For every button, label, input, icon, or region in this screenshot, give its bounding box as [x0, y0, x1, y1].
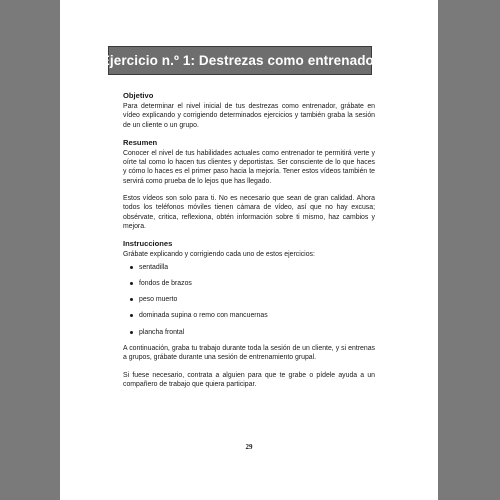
resumen-section: [123, 138, 375, 231]
exercise-title-banner: [100, 46, 380, 75]
instrucciones-paragraph: Si fuese necesario, contrata a alguien para que te grabe o pídele ayuda a un compañero de trabajo que quiera participar.: [123, 371, 375, 388]
exercise-title: Ejercicio n.º 1: Destrezas como entrenador: [100, 53, 380, 68]
page-number: 29: [245, 443, 253, 451]
resumen-heading: Resumen: [123, 137, 158, 147]
page-content: [123, 91, 375, 397]
instrucciones-section: [123, 239, 375, 389]
list-item: fondos de brazos: [139, 279, 375, 288]
list-item: sentadilla: [139, 263, 375, 272]
objetivo-heading: Objetivo: [123, 91, 154, 100]
list-item: dominada supina o remo con mancuernas: [139, 311, 375, 320]
resumen-paragraph: Conocer el nivel de tus habilidades actuales como entrenador te permitirá verte y oírte tal como lo hacen tus clientes y deportistas. Ser consciente de lo que haces y cómo lo haces es el primer paso hacia la mejoría. Tener estos vídeos también te servirá como prueba de lo lejos que has llegado.: [123, 149, 375, 185]
resumen-paragraph: Estos vídeos son solo para ti. No es necesario que sean de gran calidad. Ahora todos los teléfonos móviles tienen cámara de vídeo, así que no hay excusa; obsérvate, critica, reflexiona, obtén información sobre ti mismo, haz cambios y mejora.: [123, 195, 375, 230]
instrucciones-paragraph: A continuación, graba tu trabajo durante toda la sesión de un cliente, y si entrenas a grupos, grábate durante una sesión de entrenamiento grupal.: [123, 345, 375, 362]
objetivo-section: [123, 91, 375, 130]
objetivo-text: Para determinar el nivel inicial de tus destrezas como entrenador, grábate en vídeo explicando y corrigiendo determinados ejercicios y también graba la sesión de un cliente o un grupo.: [123, 103, 375, 129]
instrucciones-heading: Instrucciones: [123, 239, 173, 249]
list-item: plancha frontal: [139, 328, 375, 337]
list-item: peso muerto: [139, 295, 375, 304]
instrucciones-intro: Grábate explicando y corrigiendo cada uno de estos ejercicios:: [123, 251, 315, 259]
book-page: [60, 0, 438, 500]
exercise-list: [123, 263, 375, 337]
